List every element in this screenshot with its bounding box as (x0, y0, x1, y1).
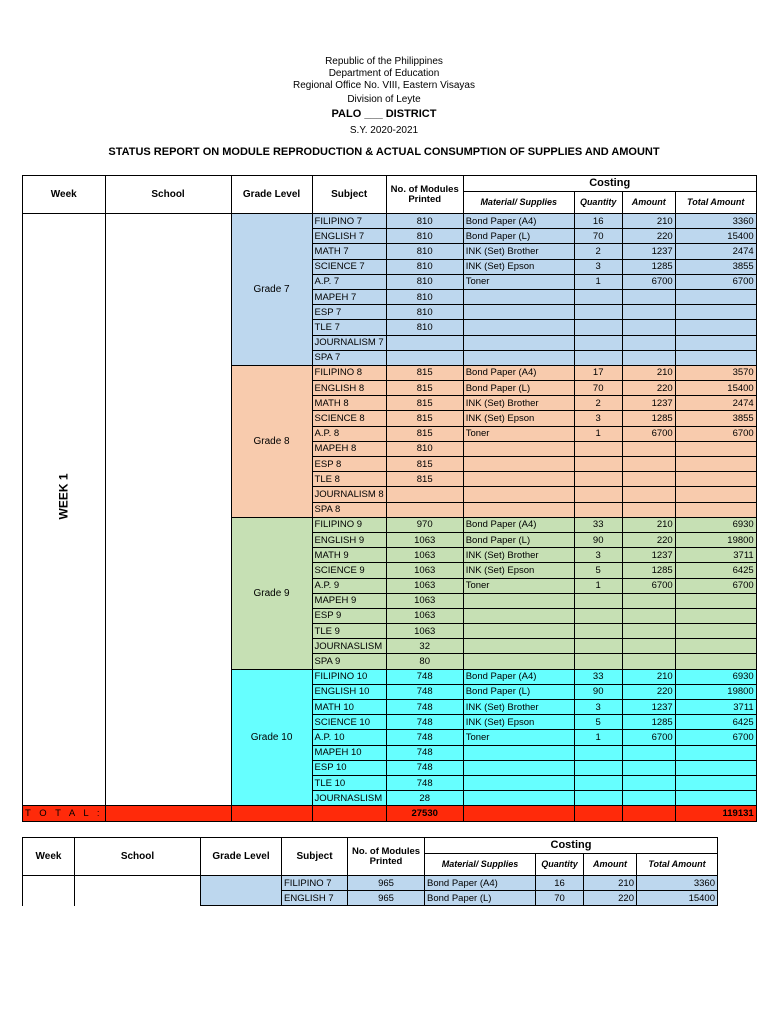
modules-cell: 32 (386, 639, 463, 654)
col-week-header: Week (23, 176, 106, 214)
subject-cell: FILIPINO 7 (282, 876, 348, 891)
modules-cell: 748 (386, 760, 463, 775)
subject-cell: A.P. 7 (312, 274, 386, 289)
amount-cell (622, 775, 675, 790)
modules-cell: 1063 (386, 563, 463, 578)
subject-cell: SCIENCE 10 (312, 715, 386, 730)
total-amount-cell (675, 350, 756, 365)
total-amount-cell: 6425 (675, 715, 756, 730)
report-table (22, 175, 757, 822)
material-cell: Toner (463, 578, 574, 593)
total-amount-cell (675, 335, 756, 350)
total-amount-cell (675, 775, 756, 790)
total-amount-cell: 19800 (675, 684, 756, 699)
total-amount-cell: 2474 (675, 396, 756, 411)
subject-cell: FILIPINO 9 (312, 517, 386, 532)
amount-cell: 210 (622, 517, 675, 532)
material-cell (463, 593, 574, 608)
modules-cell: 815 (386, 411, 463, 426)
quantity-cell (574, 350, 622, 365)
header-division: Division of Leyte (347, 94, 421, 105)
modules-cell: 1063 (386, 578, 463, 593)
modules-cell: 748 (386, 730, 463, 745)
report-table-week2 (22, 837, 718, 906)
amount-cell: 6700 (622, 730, 675, 745)
material-cell (463, 320, 574, 335)
amount-cell: 6700 (622, 578, 675, 593)
material-cell: Bond Paper (A4) (463, 214, 574, 229)
amount-cell (622, 350, 675, 365)
col-grade-header: Grade Level (201, 838, 282, 876)
report-title: STATUS REPORT ON MODULE REPRODUCTION & ACTUAL CONSUMPTION OF SUPPLIES AND AMOUNT (108, 146, 660, 158)
quantity-cell: 70 (574, 381, 622, 396)
amount-cell: 1237 (622, 396, 675, 411)
amount-cell (622, 608, 675, 623)
col-quantity-header: Quantity (574, 192, 622, 214)
total-amount-cell: 19800 (675, 532, 756, 547)
col-school-header: School (105, 176, 231, 214)
grade-level-cell: Grade 9 (231, 517, 312, 669)
amount-cell (622, 791, 675, 806)
col-modules-header: No. of Modules Printed (386, 176, 463, 214)
modules-cell: 810 (386, 229, 463, 244)
modules-cell: 1063 (386, 608, 463, 623)
subject-cell: ESP 10 (312, 760, 386, 775)
total-row (23, 806, 757, 821)
subject-cell: ENGLISH 9 (312, 532, 386, 547)
total-amount-cell: 6700 (675, 730, 756, 745)
quantity-cell: 1 (574, 730, 622, 745)
material-cell: Bond Paper (A4) (425, 876, 536, 891)
quantity-cell (574, 441, 622, 456)
col-material-header: Material/ Supplies (425, 854, 536, 876)
quantity-cell: 33 (574, 517, 622, 532)
col-total-amount-header: Total Amount (637, 854, 718, 876)
subject-cell: FILIPINO 8 (312, 365, 386, 380)
total-amount-cell: 6930 (675, 669, 756, 684)
col-costing-header: Costing (425, 838, 718, 854)
modules-cell: 965 (348, 891, 425, 906)
amount-cell: 220 (622, 229, 675, 244)
quantity-cell: 16 (536, 876, 584, 891)
subject-cell: FILIPINO 7 (312, 214, 386, 229)
subject-cell: ENGLISH 8 (312, 381, 386, 396)
quantity-cell: 1 (574, 426, 622, 441)
modules-cell: 748 (386, 745, 463, 760)
amount-cell (622, 487, 675, 502)
modules-cell (386, 335, 463, 350)
material-cell (463, 775, 574, 790)
material-cell: Toner (463, 274, 574, 289)
subject-cell: TLE 9 (312, 624, 386, 639)
quantity-cell: 70 (574, 229, 622, 244)
amount-cell: 210 (622, 669, 675, 684)
subject-cell: ENGLISH 7 (282, 891, 348, 906)
col-amount-header: Amount (622, 192, 675, 214)
amount-cell: 210 (584, 876, 637, 891)
quantity-cell: 70 (536, 891, 584, 906)
quantity-cell (574, 593, 622, 608)
total-amount-cell (675, 487, 756, 502)
material-cell (463, 639, 574, 654)
total-amount-cell (675, 745, 756, 760)
col-grade-header: Grade Level (231, 176, 312, 214)
total-label: T O T A L : (23, 806, 106, 821)
subject-cell: ENGLISH 10 (312, 684, 386, 699)
week-cell (23, 876, 75, 906)
subject-cell: SCIENCE 8 (312, 411, 386, 426)
material-cell: Bond Paper (A4) (463, 365, 574, 380)
subject-cell: FILIPINO 10 (312, 669, 386, 684)
col-subject-header: Subject (312, 176, 386, 214)
week-cell (23, 214, 106, 806)
modules-cell: 810 (386, 320, 463, 335)
amount-cell (622, 289, 675, 304)
quantity-cell (574, 472, 622, 487)
subject-cell: JOURNASLISM (312, 639, 386, 654)
total-amount-cell: 15400 (675, 229, 756, 244)
quantity-cell: 90 (574, 532, 622, 547)
subject-cell: JOURNASLISM (312, 791, 386, 806)
material-cell (463, 502, 574, 517)
quantity-cell: 1 (574, 274, 622, 289)
header-department: Department of Education (328, 68, 440, 79)
amount-cell (622, 305, 675, 320)
total-amount-cell (675, 320, 756, 335)
col-material-header: Material/ Supplies (463, 192, 574, 214)
amount-cell: 1285 (622, 411, 675, 426)
quantity-cell (574, 791, 622, 806)
amount-cell (622, 335, 675, 350)
subject-cell: SPA 8 (312, 502, 386, 517)
total-amount-cell (675, 289, 756, 304)
header-region: Regional Office No. VIII, Eastern Visayas (293, 80, 475, 91)
subject-cell: ENGLISH 7 (312, 229, 386, 244)
material-cell (463, 305, 574, 320)
material-cell (463, 441, 574, 456)
amount-cell: 220 (622, 532, 675, 547)
grade-level-cell: Grade 8 (231, 365, 312, 517)
material-cell (463, 472, 574, 487)
total-amount-cell (675, 760, 756, 775)
amount-cell (622, 320, 675, 335)
subject-cell: MAPEH 10 (312, 745, 386, 760)
total-amount-cell (675, 639, 756, 654)
col-school-header: School (75, 838, 201, 876)
header-district: PALO ___ DISTRICT (331, 108, 437, 120)
quantity-cell: 3 (574, 700, 622, 715)
quantity-cell (574, 335, 622, 350)
amount-cell (622, 441, 675, 456)
material-cell: Bond Paper (A4) (463, 669, 574, 684)
subject-cell: MATH 9 (312, 548, 386, 563)
total-amount-cell: 3855 (675, 259, 756, 274)
subject-cell: SPA 9 (312, 654, 386, 669)
amount-cell: 1285 (622, 715, 675, 730)
material-cell: INK (Set) Epson (463, 563, 574, 578)
quantity-cell (574, 305, 622, 320)
modules-cell: 28 (386, 791, 463, 806)
material-cell: INK (Set) Brother (463, 396, 574, 411)
modules-cell: 815 (386, 381, 463, 396)
table-row (23, 876, 718, 891)
modules-cell: 748 (386, 775, 463, 790)
subject-cell: TLE 10 (312, 775, 386, 790)
quantity-cell: 1 (574, 578, 622, 593)
total-amount-cell (622, 806, 675, 821)
subject-cell: JOURNALISM 7 (312, 335, 386, 350)
modules-cell: 748 (386, 684, 463, 699)
material-cell (463, 654, 574, 669)
amount-cell (622, 624, 675, 639)
modules-cell: 810 (386, 274, 463, 289)
amount-cell: 210 (622, 214, 675, 229)
amount-cell: 1285 (622, 259, 675, 274)
total-amount-cell: 3360 (675, 214, 756, 229)
total-school-cell (105, 806, 231, 821)
material-cell: INK (Set) Brother (463, 700, 574, 715)
quantity-cell (574, 608, 622, 623)
quantity-cell: 90 (574, 684, 622, 699)
modules-cell: 815 (386, 457, 463, 472)
subject-cell: A.P. 8 (312, 426, 386, 441)
quantity-cell (574, 502, 622, 517)
amount-cell: 6700 (622, 274, 675, 289)
subject-cell: MATH 10 (312, 700, 386, 715)
amount-cell: 1237 (622, 244, 675, 259)
col-subject-header: Subject (282, 838, 348, 876)
material-cell (463, 457, 574, 472)
total-amount-cell: 2474 (675, 244, 756, 259)
material-cell: Bond Paper (L) (463, 229, 574, 244)
header-school-year: S.Y. 2020-2021 (349, 125, 419, 136)
material-cell: Bond Paper (L) (463, 532, 574, 547)
col-total-amount-header: Total Amount (675, 192, 756, 214)
amount-cell (622, 502, 675, 517)
total-quantity-cell (574, 806, 622, 821)
modules-cell: 80 (386, 654, 463, 669)
amount-cell (622, 654, 675, 669)
quantity-cell: 3 (574, 548, 622, 563)
amount-cell: 220 (622, 684, 675, 699)
subject-cell: ESP 9 (312, 608, 386, 623)
amount-cell (622, 760, 675, 775)
subject-cell: JOURNALISM 8 (312, 487, 386, 502)
subject-cell: MATH 8 (312, 396, 386, 411)
amount-cell: 210 (622, 365, 675, 380)
total-amount-cell (675, 457, 756, 472)
amount-cell (622, 457, 675, 472)
amount-cell: 220 (622, 381, 675, 396)
material-cell: Toner (463, 426, 574, 441)
total-amount-cell (675, 608, 756, 623)
total-amount-cell: 6700 (675, 274, 756, 289)
amount-cell (622, 593, 675, 608)
subject-cell: MAPEH 9 (312, 593, 386, 608)
quantity-cell: 33 (574, 669, 622, 684)
subject-cell: MATH 7 (312, 244, 386, 259)
subject-cell: MAPEH 8 (312, 441, 386, 456)
total-amount-cell (675, 441, 756, 456)
total-amount-cell (675, 305, 756, 320)
quantity-cell (574, 457, 622, 472)
header-republic: Republic of the Philippines (325, 56, 443, 67)
quantity-cell (574, 775, 622, 790)
total-amount-cell: 15400 (675, 381, 756, 396)
modules-cell: 815 (386, 472, 463, 487)
modules-cell: 810 (386, 289, 463, 304)
col-costing-header: Costing (463, 176, 756, 192)
modules-cell: 810 (386, 214, 463, 229)
modules-cell: 1063 (386, 593, 463, 608)
total-amount-cell: 3711 (675, 548, 756, 563)
quantity-cell (574, 487, 622, 502)
total-amount-cell: 3570 (675, 365, 756, 380)
modules-cell: 815 (386, 365, 463, 380)
subject-cell: SPA 7 (312, 350, 386, 365)
subject-cell: SCIENCE 7 (312, 259, 386, 274)
material-cell: Bond Paper (L) (463, 684, 574, 699)
quantity-cell (574, 639, 622, 654)
total-grade-cell (231, 806, 312, 821)
subject-cell: ESP 8 (312, 457, 386, 472)
subject-cell: TLE 8 (312, 472, 386, 487)
total-amount-cell: 6425 (675, 563, 756, 578)
amount-cell: 1237 (622, 700, 675, 715)
total-amount-cell: 6930 (675, 517, 756, 532)
total-amount-cell (675, 654, 756, 669)
quantity-cell: 2 (574, 244, 622, 259)
col-week-header: Week (23, 838, 75, 876)
modules-cell: 1063 (386, 532, 463, 547)
quantity-cell (574, 760, 622, 775)
amount-cell: 1285 (622, 563, 675, 578)
subject-cell: A.P. 9 (312, 578, 386, 593)
modules-cell: 815 (386, 396, 463, 411)
total-amount-cell: 3360 (637, 876, 718, 891)
quantity-cell (574, 745, 622, 760)
col-modules-header: No. of Modules Printed (348, 838, 425, 876)
total-modules: 27530 (386, 806, 463, 821)
modules-cell: 810 (386, 305, 463, 320)
total-amount-cell (675, 502, 756, 517)
total-subject-cell (312, 806, 386, 821)
school-cell (75, 876, 201, 906)
material-cell (463, 624, 574, 639)
material-cell (463, 487, 574, 502)
subject-cell: MAPEH 7 (312, 289, 386, 304)
quantity-cell (574, 320, 622, 335)
subject-cell: SCIENCE 9 (312, 563, 386, 578)
amount-cell: 6700 (622, 426, 675, 441)
material-cell: INK (Set) Brother (463, 244, 574, 259)
modules-cell: 970 (386, 517, 463, 532)
modules-cell: 748 (386, 669, 463, 684)
amount-cell (622, 745, 675, 760)
material-cell (463, 289, 574, 304)
subject-cell: TLE 7 (312, 320, 386, 335)
material-cell: INK (Set) Brother (463, 548, 574, 563)
quantity-cell: 16 (574, 214, 622, 229)
material-cell: Bond Paper (L) (463, 381, 574, 396)
total-amount-cell: 3711 (675, 700, 756, 715)
quantity-cell: 2 (574, 396, 622, 411)
amount-cell: 220 (584, 891, 637, 906)
quantity-cell: 3 (574, 259, 622, 274)
quantity-cell: 17 (574, 365, 622, 380)
total-amount-cell (675, 624, 756, 639)
modules-cell: 810 (386, 441, 463, 456)
total-amount-cell (675, 472, 756, 487)
table-row (23, 214, 757, 229)
modules-cell: 748 (386, 715, 463, 730)
material-cell: INK (Set) Epson (463, 411, 574, 426)
subject-cell: A.P. 10 (312, 730, 386, 745)
total-amount-cell (675, 593, 756, 608)
material-cell (463, 791, 574, 806)
grade-level-cell (201, 876, 282, 906)
material-cell (463, 350, 574, 365)
grade-level-cell: Grade 7 (231, 214, 312, 366)
quantity-cell: 3 (574, 411, 622, 426)
amount-cell: 1237 (622, 548, 675, 563)
total-amount-cell: 3855 (675, 411, 756, 426)
amount-cell (622, 472, 675, 487)
modules-cell: 810 (386, 259, 463, 274)
modules-cell: 815 (386, 426, 463, 441)
modules-cell (386, 350, 463, 365)
material-cell (463, 608, 574, 623)
material-cell: Bond Paper (A4) (463, 517, 574, 532)
grade-level-cell: Grade 10 (231, 669, 312, 806)
total-amount-cell: 6700 (675, 578, 756, 593)
material-cell: Toner (463, 730, 574, 745)
total-material-cell (463, 806, 574, 821)
total-amount-cell: 15400 (637, 891, 718, 906)
total-amount-cell: 6700 (675, 426, 756, 441)
amount-cell (622, 639, 675, 654)
modules-cell (386, 487, 463, 502)
modules-cell: 810 (386, 244, 463, 259)
material-cell (463, 760, 574, 775)
material-cell: INK (Set) Epson (463, 715, 574, 730)
material-cell (463, 335, 574, 350)
total-amount-value: 119131 (675, 806, 756, 821)
modules-cell: 965 (348, 876, 425, 891)
quantity-cell (574, 624, 622, 639)
quantity-cell (574, 654, 622, 669)
modules-cell: 748 (386, 700, 463, 715)
material-cell (463, 745, 574, 760)
quantity-cell: 5 (574, 715, 622, 730)
modules-cell (386, 502, 463, 517)
material-cell: Bond Paper (L) (425, 891, 536, 906)
school-cell (105, 214, 231, 806)
col-quantity-header: Quantity (536, 854, 584, 876)
modules-cell: 1063 (386, 624, 463, 639)
quantity-cell: 5 (574, 563, 622, 578)
total-amount-cell (675, 791, 756, 806)
quantity-cell (574, 289, 622, 304)
material-cell: INK (Set) Epson (463, 259, 574, 274)
subject-cell: ESP 7 (312, 305, 386, 320)
modules-cell: 1063 (386, 548, 463, 563)
week-label: WEEK 1 (56, 473, 71, 520)
col-amount-header: Amount (584, 854, 637, 876)
